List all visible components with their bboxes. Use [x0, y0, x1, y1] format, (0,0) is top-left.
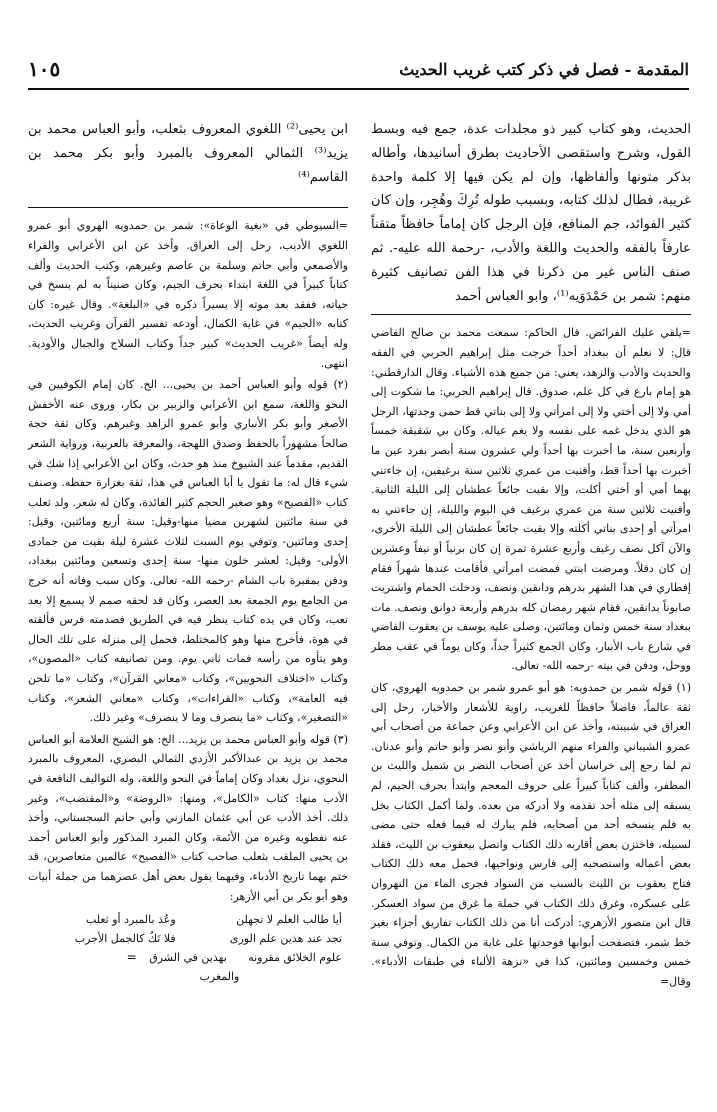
footnote: (٢) قوله وأبو العباس أحمد بن يحيى... الخ. كان إمام الكوفيين في النحو واللغة، سمع ابن الأعرابي والزبير بن بكار، وروى عنه الأخفش الأصغر وأبو بكر الأنباري وأبو عمرو الزاهد وغيرهم. وكان ثقة حجة صالحاً مشهوراً بالحفظ وصدق اللهجة، والمعرفة بالعربية، ورواية الشعر القديم، مقدماً عند الشيوخ منذ هو حدث، وكان ابن الأعرابي إذا شك في شيء قال له: ما تقول يا أبا العباس في هذا، ثقة بغزارة حفظه. وصنف كتاب «الفصيح» وهو صغير الحجم كثير الفائدة، وكان له شعر. ولد ثعلب في سنة مائتين لشهرين مضيا منها-وقيل: سنة أربع ومائتين، وقيل: إحدى ومائتين- وتوفي يوم السبت لثلاث عشرة ليلة بقيت من جمادى الأولى- وقيل: لعشر خلون منها- سنة إحدى وتسعين ومائتين ببغداد، ودفن بمقبرة باب الشام -رحمه الله- تعالى. وكان سبب وفاته أنه خرج من الجامع يوم الجمعة بعد العصر، وكان قد لحقه صمم لا يسمع إلا بعد تعب، وكان في يده كتاب ينظر فيه في الطريق فصدمته فرس فألقته في هوة، فأخرج منها وهو كالمختلط، فحمل إلى منزله على تلك الحال وهو يتأوه من رأسه فمات ثاني يوم. ومن تصانيفه كتاب «المصون»، وكتاب «اختلاف النحويين»، وكتاب «معاني القرآن»، وكتاب «ما تلحن فيه العامة»، وكتاب «القراءات»، وكتاب «معاني الشعر»، وكتاب «التصغير»، وكتاب «ما ينصرف وما لا ينصرف» وغير ذلك.: [28, 378, 348, 725]
running-header: [28, 54, 689, 84]
right-column: [371, 118, 691, 994]
header-rule: [28, 88, 689, 90]
poem-verse: [28, 929, 348, 948]
left-column: [28, 118, 348, 986]
running-title: المقدمة - فصل في ذكر كتب غريب الحديث: [399, 59, 689, 79]
hemistich: علوم الخلائق مقرونه: [248, 951, 342, 965]
main-text: الحديث، وهو كتاب كبير ذو مجلدات عدة، جمع فيه وبسط القول، وشرح واستقصى الأحاديث بطرق أسانيدها، وأطاله بذكر متونها وألفاظها، وإن لم يكن فيها إلا كلمة واحدة غريبة، فطال لذلك كتابه، وبسبب طوله تُرِكَ وهُجِر، وإن كان كثير الفوائد، جم المنافع، فإن الرجل كان إماماً حافظاً متقناً عارفاً بالفقه والحديث واللغة والأدب، -رحمة الله عليه-. ثم صنف الناس غير من ذكرنا في هذا الفن تصانيف كثيرة منهم: شمر بن حَمْدَوَيه⁽¹⁾، وابو العباس أحمد: [371, 122, 691, 304]
hemistich: وعُذ بالمبرد أو ثعلب: [85, 913, 176, 927]
footnote: =السيوطي في «بغية الوعاة»: شمر بن حمدويه الهروي أبو عمرو اللغوي الأديب، رحل إلى العراق. وأخذ عن ابن الأعرابي والفراء والأصمعي وأبي حاتم وسلمة بن عاصم وغيرهم، وكتب الحديث وألف كتاباً كبيراً في اللغة ابتداء بحرف الجيم، وكان ضنيناً به لم ينسخ في حياته، ففقد بعد موته إلا يسيراً ذكره في «البلغة». وقال غيره: كان كتابه «الجيم» في غاية الكمال، أودعه تفسير القرآن وغريب الحديث، وله أيضاً «غريب الحديث» كبير جداً وكتاب السلاح والجبال والأودية. انتهى.: [28, 219, 348, 370]
hemistich: تجد عند هذين علم الورى: [229, 932, 342, 946]
poem: [28, 910, 348, 986]
footnote: (٣) قوله وأبو العباس محمد بن يزيد... الخ: هو الشيخ العلامة أبو العباس محمد بن يزيد بن عبدالأكبر الأزدي الثمالي البصري، المعروف بالمبرد النحوي، نزل بغداد وكان إماماً في النحو واللغة، وله التواليف النافعة في الأدب منها: كتاب «الكامل»، ومنها: «الروضة» و«المقتضب»، وغير ذلك. أخذ الأدب عن أبي عثمان المازني وأبي حاتم السجستاني، وأخذ عنه نفطويه وغيره من الأئمة، وكان المبرد المذكور وأبو العباس أحمد بن يحيى الملقب بثعلب صاحب كتاب «الفصيح» عالمين متعاصرين، قد ختم بهما تاريخ الأدباء، وفيهما يقول بعض أهل عصرهما من جملة أبيات وهو أبو بكر بن أبي الأزهر:: [28, 732, 348, 903]
continuation-mark: =: [126, 950, 137, 965]
footnote-separator: [371, 314, 691, 315]
footnote: =يلقي عليك الفرائض. قال الحاكم: سمعت محمد بن صالح القاضي قال: لا نعلم أن ببغداد أحداً خرجت مثل إبراهيم الحربي في الفقه والحديث والأدب والزهد، يعني: من جميع هذه الأشياء. وقال الدارقطني: هو إمام بارع في كل علم، صدوق. قال إبراهيم الحربي: ما شكوت إلى أمي ولا إلى أختي ولا إلى امرأتي ولا إلى بناتي قط حمى وجدتها، الرجل هو الذي يدخل غمه على نفسه ولا يغم عياله. وكان بي شقيقة خمساً وأربعين سنة، ما أخبرت بها أحداً ولي عشرون سنة أبصر بفرد عين ما أخبرت بها أحداً قط، وأفنيت من عمري ثلاثين سنة برغيفين، إن جاءتني بهما أمي أو أختي أكلت، وإلا بقيت جائعاً عطشان إلى الليلة الثانية. وأفنيت ثلاثين سنة من عمري برغيف في اليوم والليلة، إن جاءتني به امرأتي أو إحدى بناتي أكلته وإلا بقيت جائعاً عطشان إلى الليلة الأخرى، والآن آكل نصف رغيف وأربع عشرة تمرة إن كان برنياً أو نيفاً وعشرين إن كان دقلاً. ومرضت ابنتي فمضت امرأتي فأقامت عندها شهراً فقام إفطاري في هذا الشهر بدرهم ودانقين ونصف، ودخلت الحمام واشتريت صابوناً بدانقين، فقام شهر رمضان كله بدرهم وأربعة دوانق ونصف. مات ببغداد سنة خمس وثمان ومائتين، وصلى عليه يوسف بن يعقوب القاضي في شارع باب الأنبار، وكان الجمع كثيراً جداً، وكان يوماً في عقب مطر ووحل، ودفن في بيته -رحمه الله- تعالى.: [371, 326, 691, 673]
hemistich: أيا طالب العلم لا تجهلن: [236, 913, 342, 927]
hemistich: بهذين في الشرق والمغرب: [149, 951, 240, 984]
footnote: (١) قوله شمر بن حمدويه: هو أبو عمرو شمر بن حمدويه الهروي، كان ثقة عالماً، فاضلاً حافظاً للغريب، راوية للأشعار والأخبار، رحل إلى العراق في شبيبته، وأخذ عن ابن الأعرابي وعن جماعة من أصحاب أبي عمرو الشيباني والفراء منهم الرياشي وأبو نصر وأبو حاتم وأبو عدنان. ثم لما رجع إلى خراسان أخذ عن أصحاب النضر بن شميل والليث بن المظفر، وألف كتاباً كبيراً على حروف المعجم وابتدأ بحرف الجيم، لم يسبقه إلى مثله أحد تقدمه ولا أدركه من بعده. ولما أكمل الكتاب بخل به فلم ينسخه أحد من أصحابه، فلم يبارك له فيما فعله حتى مضى لسبيله، فاختزن بعض أقاربه ذلك الكتاب واتصل بيعقوب بن الليث، فقلد بعض أعماله واستصحبه إلى فارس ونواحيها، فحمل معه ذلك الكتاب فتاح يعقوب بن الليث بالسبب من السواد فجرى الماء من النهروان على عسكره، وغرق ذلك الكتاب في جملة ما غرق من سواد العسكر. قال ابن منصور الأزهري: أدركت أنا من ذلك الكتاب تفاريق أجزاء بغير خط شمر، فتصفحت أبوابها فوجدتها على غاية من الكمال. وتوفي سنة خمس وخمسين ومائتين، كذا في «نزهة الألباء في طبقات الأدباء». وقال=: [371, 681, 691, 988]
footnote-separator: [28, 207, 348, 208]
main-text: ابن يحيى⁽²⁾ اللغوي المعروف بثعلب، وأبو العباس محمد بن يزيد⁽³⁾ الثمالي المعروف بالمبرد وأبو بكر محمد بن القاسم⁽⁴⁾: [28, 122, 348, 185]
page-number: ١٠٥: [28, 57, 61, 81]
poem-verse: [28, 948, 348, 986]
poem-verse: [28, 910, 348, 929]
hemistich: فلا تَكُ كالجمل الأجرب: [74, 932, 176, 946]
